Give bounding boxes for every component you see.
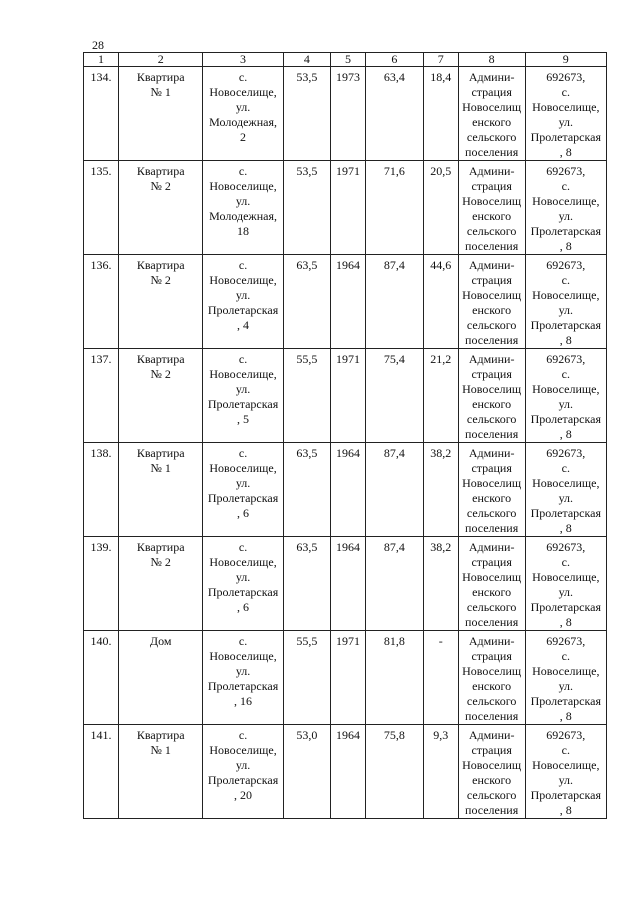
row-number: 137. <box>84 349 119 443</box>
table-row <box>84 631 607 725</box>
owner-address: 692673, с. Новоселище, ул. Пролетарская , 8 <box>525 161 606 255</box>
area-value: 55,5 <box>283 631 330 725</box>
area-value: 53,0 <box>283 725 330 819</box>
row-number: 141. <box>84 725 119 819</box>
year-value: 1971 <box>331 631 366 725</box>
owner-name: Админи- страция Новоселищ енского сельского поселения <box>458 161 525 255</box>
area-value: 63,5 <box>283 443 330 537</box>
table-row <box>84 349 607 443</box>
property-address: с. Новоселище, ул. Пролетарская , 6 <box>203 537 283 631</box>
owner-address: 692673, с. Новоселище, ул. Пролетарская , 8 <box>525 349 606 443</box>
owner-name: Админи- страция Новоселищ енского сельского поселения <box>458 349 525 443</box>
owner-name: Админи- страция Новоселищ енского сельского поселения <box>458 725 525 819</box>
property-name: Квартира № 2 <box>119 349 203 443</box>
year-value: 1971 <box>331 349 366 443</box>
owner-name: Админи- страция Новоселищ енского сельского поселения <box>458 67 525 161</box>
property-address: с. Новоселище, ул. Молодежная, 18 <box>203 161 283 255</box>
living-value: 21,2 <box>423 349 458 443</box>
property-address: с. Новоселище, ул. Пролетарская , 4 <box>203 255 283 349</box>
row-number: 139. <box>84 537 119 631</box>
living-value: 38,2 <box>423 443 458 537</box>
property-register-table <box>83 52 607 819</box>
year-value: 1964 <box>331 255 366 349</box>
owner-address: 692673, с. Новоселище, ул. Пролетарская , 8 <box>525 443 606 537</box>
property-name: Квартира № 1 <box>119 443 203 537</box>
year-value: 1964 <box>331 443 366 537</box>
total-value: 75,8 <box>366 725 424 819</box>
column-header: 9 <box>525 53 606 67</box>
row-number: 140. <box>84 631 119 725</box>
table-row <box>84 161 607 255</box>
owner-address: 692673, с. Новоселище, ул. Пролетарская , 8 <box>525 725 606 819</box>
living-value: - <box>423 631 458 725</box>
owner-name: Админи- страция Новоселищ енского сельского поселения <box>458 443 525 537</box>
owner-name: Админи- страция Новоселищ енского сельского поселения <box>458 631 525 725</box>
living-value: 44,6 <box>423 255 458 349</box>
property-name: Квартира № 2 <box>119 161 203 255</box>
property-address: с. Новоселище, ул. Пролетарская , 20 <box>203 725 283 819</box>
property-address: с. Новоселище, ул. Пролетарская , 5 <box>203 349 283 443</box>
column-header: 3 <box>203 53 283 67</box>
living-value: 20,5 <box>423 161 458 255</box>
area-value: 55,5 <box>283 349 330 443</box>
property-name: Дом <box>119 631 203 725</box>
column-header: 7 <box>423 53 458 67</box>
header-row <box>84 53 607 67</box>
column-header: 8 <box>458 53 525 67</box>
total-value: 87,4 <box>366 443 424 537</box>
total-value: 75,4 <box>366 349 424 443</box>
owner-address: 692673, с. Новоселище, ул. Пролетарская , 8 <box>525 537 606 631</box>
table-row <box>84 67 607 161</box>
column-header: 6 <box>366 53 424 67</box>
owner-name: Админи- страция Новоселищ енского сельского поселения <box>458 255 525 349</box>
living-value: 9,3 <box>423 725 458 819</box>
area-value: 53,5 <box>283 67 330 161</box>
column-header: 4 <box>283 53 330 67</box>
area-value: 63,5 <box>283 537 330 631</box>
area-value: 63,5 <box>283 255 330 349</box>
property-name: Квартира № 1 <box>119 67 203 161</box>
row-number: 135. <box>84 161 119 255</box>
area-value: 53,5 <box>283 161 330 255</box>
total-value: 71,6 <box>366 161 424 255</box>
owner-address: 692673, с. Новоселище, ул. Пролетарская , 8 <box>525 255 606 349</box>
year-value: 1964 <box>331 725 366 819</box>
table-row <box>84 537 607 631</box>
owner-address: 692673, с. Новоселище, ул. Пролетарская , 8 <box>525 631 606 725</box>
table-row <box>84 725 607 819</box>
property-name: Квартира № 1 <box>119 725 203 819</box>
living-value: 38,2 <box>423 537 458 631</box>
column-header: 1 <box>84 53 119 67</box>
year-value: 1971 <box>331 161 366 255</box>
owner-name: Админи- страция Новоселищ енского сельского поселения <box>458 537 525 631</box>
property-name: Квартира № 2 <box>119 537 203 631</box>
year-value: 1973 <box>331 67 366 161</box>
living-value: 18,4 <box>423 67 458 161</box>
table-row <box>84 443 607 537</box>
row-number: 138. <box>84 443 119 537</box>
property-address: с. Новоселище, ул. Пролетарская , 6 <box>203 443 283 537</box>
owner-address: 692673, с. Новоселище, ул. Пролетарская , 8 <box>525 67 606 161</box>
total-value: 81,8 <box>366 631 424 725</box>
property-address: с. Новоселище, ул. Пролетарская , 16 <box>203 631 283 725</box>
property-name: Квартира № 2 <box>119 255 203 349</box>
column-header: 5 <box>331 53 366 67</box>
row-number: 136. <box>84 255 119 349</box>
property-address: с. Новоселище, ул. Молодежная, 2 <box>203 67 283 161</box>
page-number: 28 <box>92 38 104 52</box>
year-value: 1964 <box>331 537 366 631</box>
total-value: 87,4 <box>366 255 424 349</box>
total-value: 87,4 <box>366 537 424 631</box>
total-value: 63,4 <box>366 67 424 161</box>
row-number: 134. <box>84 67 119 161</box>
column-header: 2 <box>119 53 203 67</box>
table-row <box>84 255 607 349</box>
